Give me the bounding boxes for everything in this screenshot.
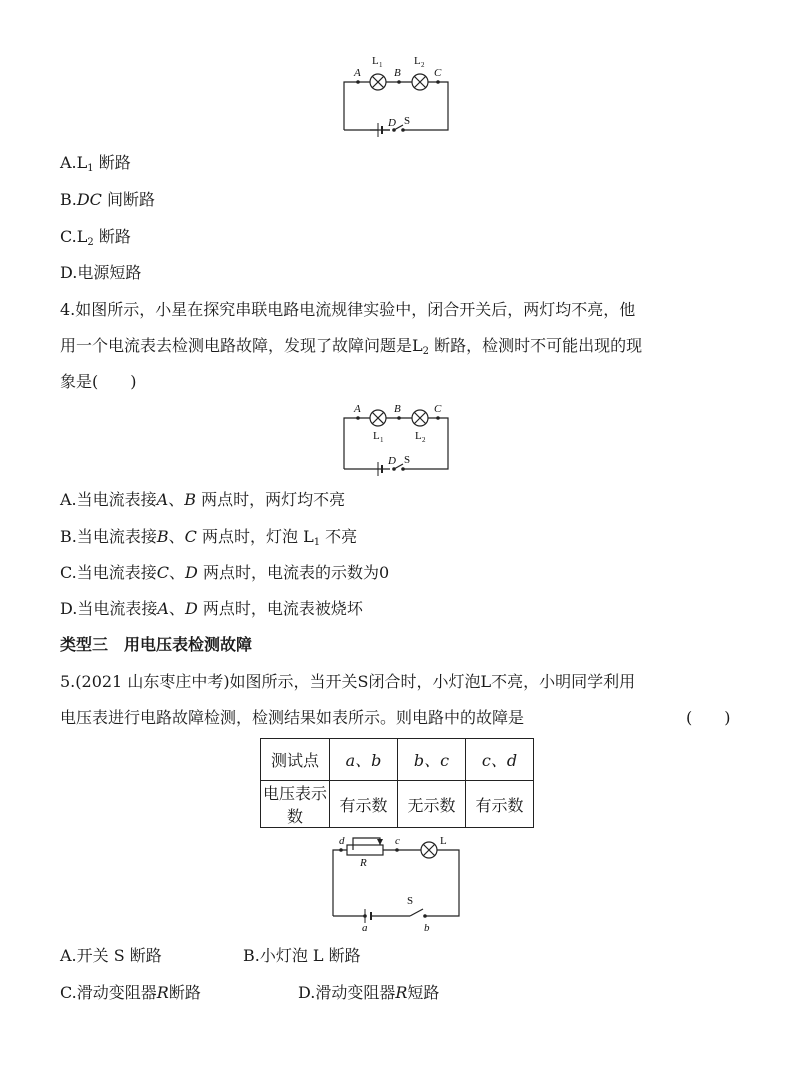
label-A: A [354,67,361,79]
label-L2: L [414,55,421,67]
label-L1: L [372,55,379,67]
table-header-cell: a、b [330,739,398,781]
q5-option-d: D.滑动变阻器R短路 [298,983,440,1002]
label-D: D [388,117,396,129]
label-A: A [354,403,361,415]
q3-option-d: D.电源短路 [60,263,142,282]
label-L1: L [373,430,380,442]
circuit-diagram-1 [330,55,460,135]
table-header-cell: c、d [466,739,534,781]
section-heading: 类型三 用电压表检测故障 [60,635,253,654]
label-b: b [424,922,430,934]
label-D: D [388,455,396,467]
circuit-diagram-2 [330,402,460,477]
q5-option-b: B.小灯泡 L 断路 [243,946,361,965]
label-B: B [394,403,401,415]
label-L2-sub: 2 [421,61,425,69]
label-B: B [394,67,401,79]
voltage-test-table [260,738,534,828]
label-R: R [360,857,367,869]
label-L2-sub: 2 [422,436,426,444]
q5-option-c: C.滑动变阻器R断路 [60,983,201,1002]
label-a: a [362,922,368,934]
label-d: d [339,835,345,847]
q5-line2: 电压表进行电路故障检测，检测结果如表所示。则电路中的故障是 [60,708,525,727]
table-cell: 电压表示数 [261,781,330,828]
table-header-cell: b、c [398,739,466,781]
q3-option-c: $C.L_2$ 断路 [60,227,131,248]
q4-option-b: B.当电流表接B、C 两点时，灯泡 $L_1$ 不亮 [60,527,358,548]
q5-line1: 5.(2021 山东枣庄中考)如图所示，当开关S闭合时，小灯泡L不亮，小明同学利用 [60,672,636,691]
q4-option-d: D.当电流表接A、D 两点时，电流表被烧坏 [60,599,363,618]
label-S: S [407,895,414,907]
q3-option-b: B.DC 间断路 [60,190,156,209]
table-cell: 无示数 [398,781,466,828]
table-cell: 有示数 [466,781,534,828]
label-S: S [404,115,411,127]
circuit-diagram-3 [325,830,465,935]
table-cell: 有示数 [330,781,398,828]
table-header-cell: 测试点 [261,739,330,781]
label-L: L [440,835,447,847]
label-L2: L [415,430,422,442]
label-L1-sub: 1 [380,436,384,444]
q4-option-a: A.当电流表接A、B 两点时，两灯均不亮 [60,490,346,509]
label-C: C [434,403,442,415]
table-row [261,781,534,828]
label-C: C [434,67,442,79]
q4-option-c: C.当电流表接C、D 两点时，电流表的示数为0 [60,563,390,582]
label-c: c [395,835,400,847]
table-row [261,739,534,781]
q4-line3: 象是( ) [60,372,137,391]
q5-answer-bracket: ( ) [686,708,731,727]
q5-option-a: A.开关 S 断路 [60,946,162,965]
q3-option-a: $A.L_1$ 断路 [60,153,131,174]
q4-line1: 4.如图所示，小星在探究串联电路电流规律实验中，闭合开关后，两灯均不亮，他 [60,300,636,319]
label-L1-sub: 1 [379,61,383,69]
label-S: S [404,454,411,466]
q4-line2: 用一个电流表去检测电路故障，发现了故障问题是$L_2$ 断路，检测时不可能出现的现 [60,336,643,357]
